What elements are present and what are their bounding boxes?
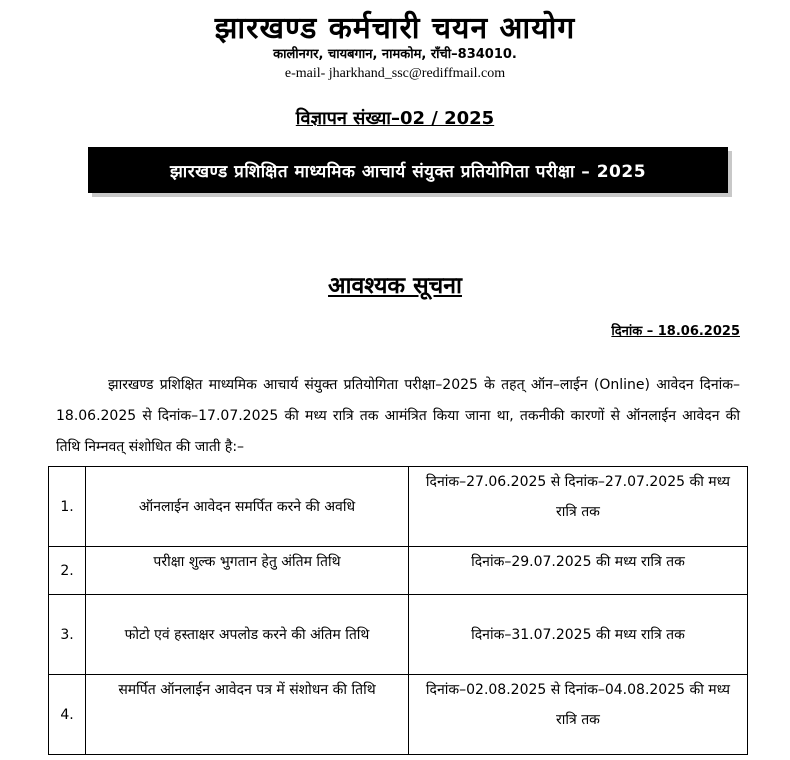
row-serial: 1. bbox=[49, 467, 86, 547]
organization-email: e-mail- jharkhand_ssc@rediffmail.com bbox=[284, 66, 506, 81]
notice-body: झारखण्ड प्रशिक्षित माध्यमिक आचार्य संयुक्त प्रतियोगिता परीक्षा–2025 के तहत् ऑन–लाईन (Online) आवेदन दिनांक–18.06.2025 से दिनांक–17.07.2025 की मध्य रात्रि तक आमंत्रित किया जाना था, तकनीकी कारणों से ऑनलाईन आवेदन की तिथि निम्नवत् संशोधित की जाती है:– bbox=[56, 377, 740, 455]
table-row bbox=[49, 467, 748, 547]
row-value: दिनांक–31.07.2025 की मध्य रात्रि तक bbox=[409, 595, 748, 675]
row-serial: 3. bbox=[49, 595, 86, 675]
row-serial: 2. bbox=[49, 547, 86, 595]
exam-title-banner bbox=[88, 147, 728, 193]
organization-address: कालीनगर, चायबगान, नामकोम, राँची–834010. bbox=[273, 47, 517, 62]
row-label: समर्पित ऑनलाईन आवेदन पत्र में संशोधन की तिथि bbox=[86, 675, 409, 755]
schedule-table bbox=[48, 466, 748, 755]
table-row bbox=[49, 675, 748, 755]
row-label: परीक्षा शुल्क भुगतान हेतु अंतिम तिथि bbox=[86, 547, 409, 595]
table-row bbox=[49, 595, 748, 675]
row-label: ऑनलाईन आवेदन समर्पित करने की अवधि bbox=[86, 467, 409, 547]
table-row bbox=[49, 547, 748, 595]
row-value: दिनांक–29.07.2025 की मध्य रात्रि तक bbox=[409, 547, 748, 595]
organization-name: झारखण्ड कर्मचारी चयन आयोग bbox=[214, 11, 576, 46]
row-label: फोटो एवं हस्ताक्षर अपलोड करने की अंतिम तिथि bbox=[86, 595, 409, 675]
notice-date: दिनांक – 18.06.2025 bbox=[611, 324, 740, 339]
row-value: दिनांक–27.06.2025 से दिनांक–27.07.2025 की मध्य रात्रि तक bbox=[409, 467, 748, 547]
row-value: दिनांक–02.08.2025 से दिनांक–04.08.2025 की मध्य रात्रि तक bbox=[409, 675, 748, 755]
exam-title: झारखण्ड प्रशिक्षित माध्यमिक आचार्य संयुक्त प्रतियोगिता परीक्षा – 2025 bbox=[169, 161, 647, 182]
notice-heading: आवश्यक सूचना bbox=[328, 273, 462, 299]
row-serial: 4. bbox=[49, 675, 86, 755]
advertisement-number: विज्ञापन संख्या–02 / 2025 bbox=[295, 108, 495, 129]
